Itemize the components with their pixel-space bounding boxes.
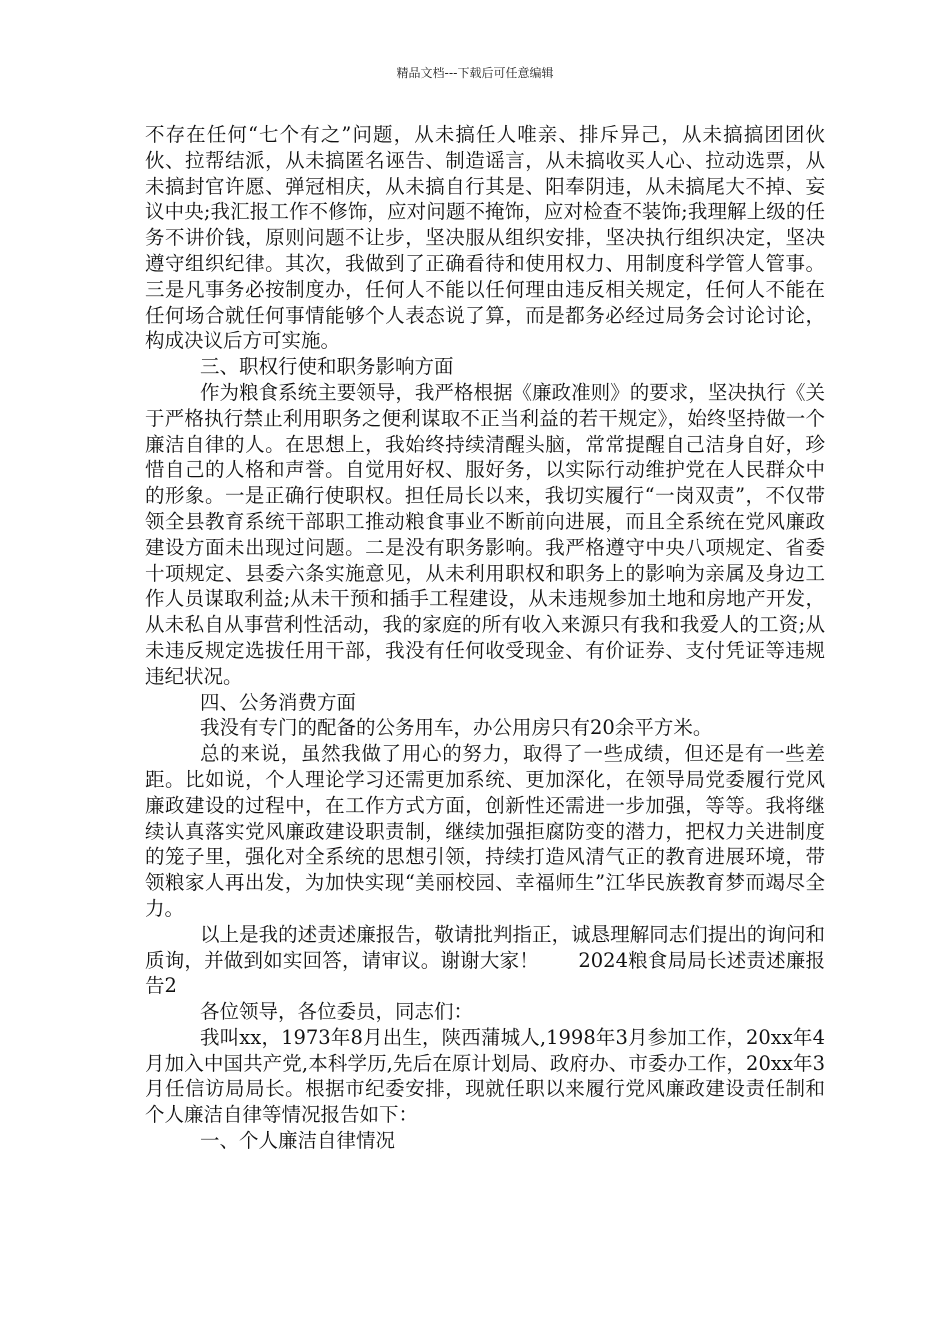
section-heading-3: 三、职权行使和职务影响方面 xyxy=(200,355,454,379)
paragraph-official-car: 我没有专门的配备的公务用车，办公用房只有20余平方米。 xyxy=(200,716,713,740)
paragraph-duty-exercise: 作为粮食系统主要领导，我严格根据《廉政准则》的要求，坚决执行《关于严格执行禁止利用职务之便利谋取不正当利益的若干规定》，始终坚持做一个廉洁自律的人。在思想上，我始终持续清醒头脑，常常提醒自己洁身自好，珍惜自己的人格和声誉。自觉用好权、服好务，以实际行动维护党在人民群众中的形象。一是正确行使职权。担任局长以来，我切实履行“一岗双责”，不仅带领全县教育系统干部职工推动粮食事业不断前向进展，而且全系统在党风廉政建设方面未出现过问题。二是没有职务影响。我严格遵守中央八项规定、省委十项规定、县委六条实施意见，从未利用职权和职务上的影响为亲属及身边工作人员谋取利益;从未干预和插手工程建设，从未违规参加土地和房地产开发，从未私自从事营利性活动，我的家庭的所有收入来源只有我和我爱人的工资;从未违反规定选拔任用干部，我没有任何收受现金、有价证券、支付凭证等违规违纪状况。 xyxy=(145,380,825,688)
paragraph-introduction: 我叫xx，1973年8月出生，陕西蒲城人,1998年3月参加工作，20xx年4月加入中国共产党,本科学历,先后在原计划局、政府办、市委办工作，20xx年3月任信访局局长。根据市纪委安排，现就任职以来履行党风廉政建设责任制和个人廉洁自律等情况报告如下： xyxy=(145,1025,825,1127)
paragraph-salutation: 各位领导，各位委员，同志们： xyxy=(200,1000,474,1024)
paragraph-closing: 以上是我的述责述廉报告，敬请批判指正，诚恳理解同志们提出的询问和质询，并做到如实回答，请审议。谢谢大家！ 2024粮食局局长述责述廉报告2 xyxy=(145,922,825,998)
paragraph-summary: 总的来说，虽然我做了用心的努力，取得了一些成绩，但还是有一些差距。比如说，个人理论学习还需更加系统、更加深化，在领导局党委履行党风廉政建设的过程中，在工作方式方面，创新性还需进一步加强，等等。我将继续认真落实党风廉政建设职责制，继续加强拒腐防变的潜力，把权力关进制度的笼子里，强化对全系统的思想引领，持续打造风清气正的教育进展环境，带领粮家人再出发，为加快实现“美丽校园、幸福师生”江华民族教育梦而竭尽全力。 xyxy=(145,742,825,920)
section-heading-4: 四、公务消费方面 xyxy=(200,690,357,714)
page-header: 精品文档---下载后可任意编辑 xyxy=(396,66,554,80)
document-body xyxy=(145,122,825,1154)
paragraph-continuation: 不存在任何“七个有之”问题，从未搞任人唯亲、排斥异己，从未搞搞团团伙伙、拉帮结派，从未搞匿名诬告、制造谣言，从未搞收买人心、拉动选票，从未搞封官许愿、弹冠相庆，从未搞自行其是、阳奉阴违，从未搞尾大不掉、妄议中央;我汇报工作不修饰，应对问题不掩饰，应对检查不装饰;我理解上级的任务不讲价钱，原则问题不让步，坚决服从组织安排，坚决执行组织决定，坚决遵守组织纪律。其次，我做到了正确看待和使用权力、用制度科学管人管事。三是凡事务必按制度办，任何人不能以任何理由违反相关规定，任何人不能在任何场合就任何事情能够个人表态说了算，而是都务必经过局务会讨论讨论，构成决议后方可实施。 xyxy=(145,123,825,353)
section-heading-1: 一、个人廉洁自律情况 xyxy=(200,1129,396,1153)
